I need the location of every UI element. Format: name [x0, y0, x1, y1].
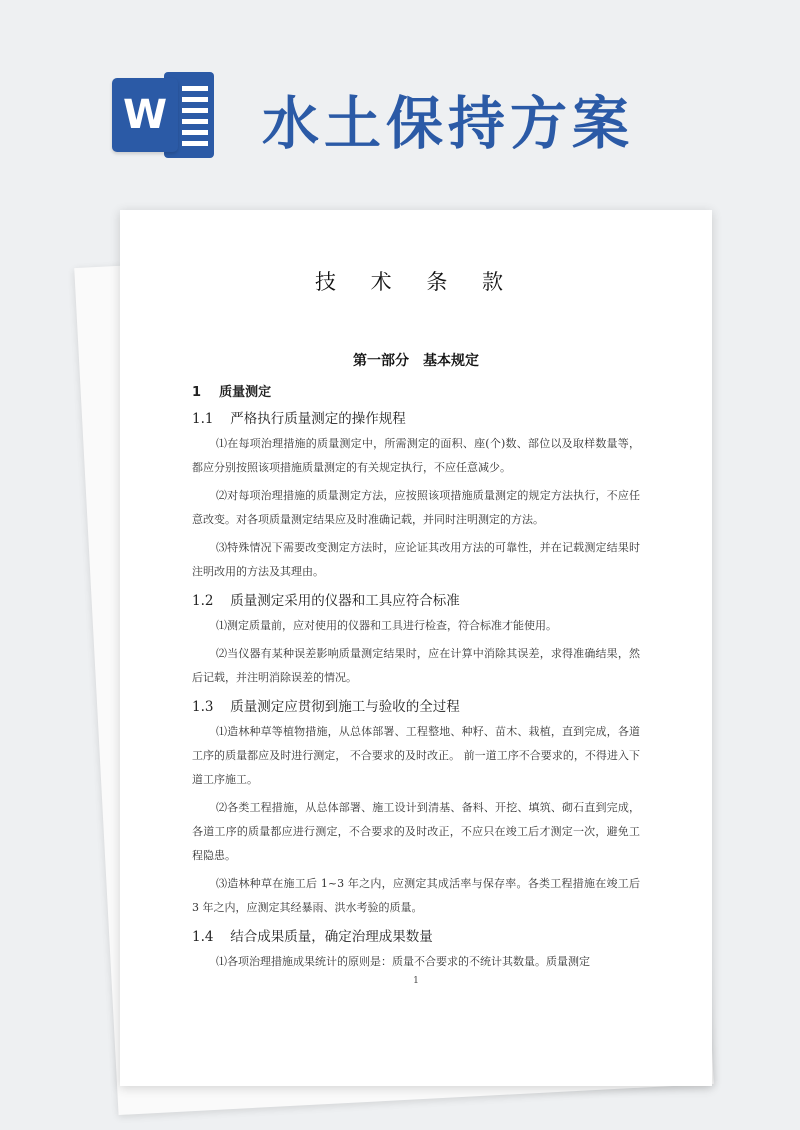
section-label: 质量测定	[219, 385, 272, 400]
word-document-icon	[112, 72, 214, 158]
subsection-heading	[192, 588, 640, 614]
paragraph: ⑶造林种草在施工后 1~3 年之内，应测定其成活率与保存率。各类工程措施在竣工后 3 年之内，应测定其经暴雨、洪水考验的质量。	[192, 877, 640, 914]
subsection-heading	[192, 406, 640, 432]
subsection-number: 1.3	[192, 699, 214, 715]
paragraph: ⑴测定质量前，应对使用的仪器和工具进行检查，符合标准才能使用。	[216, 619, 557, 632]
subsection-number: 1.2	[192, 593, 214, 609]
section-heading	[192, 382, 640, 404]
paragraph: ⑵对每项治理措施的质量测定方法，应按照该项措施质量测定的规定方法执行，不应任意改变。对各项质量测定结果应及时准确记载，并同时注明测定的方法。	[192, 489, 640, 526]
section-number: 1	[192, 385, 202, 400]
subsection-label: 结合成果质量，确定治理成果数量	[230, 929, 433, 945]
subsection-heading	[192, 924, 640, 950]
paragraph: ⑵各类工程措施，从总体部署、施工设计到清基、备料、开挖、填筑、砌石直到完成，各道工序的质量都应进行测定，不合要求的及时改正，不应只在竣工后才测定一次，避免工程隐患。	[192, 801, 640, 862]
subsection-label: 严格执行质量测定的操作规程	[230, 411, 406, 427]
page-number: 1	[413, 976, 419, 986]
subsection-heading	[192, 694, 640, 720]
subsection-label: 质量测定采用的仪器和工具应符合标准	[230, 593, 460, 609]
subsection-number: 1.1	[192, 411, 214, 427]
paragraph: ⑴造林种草等植物措施，从总体部署、工程整地、种籽、苗木、栽植，直到完成，各道工序的质量都应及时进行测定， 不合要求的及时改正。 前一道工序不合要求的，不得进入下道工序施工。	[192, 725, 640, 786]
document-page	[120, 210, 712, 1086]
paragraph: ⑴各项治理措施成果统计的原则是：质量不合要求的不统计其数量。质量测定	[216, 955, 590, 968]
document-body	[192, 382, 640, 978]
paragraph: ⑴在每项治理措施的质量测定中，所需测定的面积、座(个)数、部位以及取样数量等，都应分别按照该项措施质量测定的有关规定执行，不应任意减少。	[192, 437, 640, 474]
header	[0, 0, 800, 200]
page-title: 水土保持方案	[262, 91, 634, 157]
paragraph: ⑶特殊情况下需要改变测定方法时，应论证其改用方法的可靠性，并在记载测定结果时注明改用的方法及其理由。	[192, 541, 640, 578]
subsection-number: 1.4	[192, 929, 214, 945]
subsection-label: 质量测定应贯彻到施工与验收的全过程	[230, 699, 460, 715]
word-logo-letter: W	[112, 78, 178, 152]
paragraph: ⑵当仪器有某种误差影响质量测定结果时，应在计算中消除其误差，求得准确结果，然后记载，并注明消除误差的情况。	[192, 647, 640, 684]
document-title: 技 术 条 款	[314, 270, 518, 294]
part-title: 第一部分 基本规定	[353, 353, 479, 369]
